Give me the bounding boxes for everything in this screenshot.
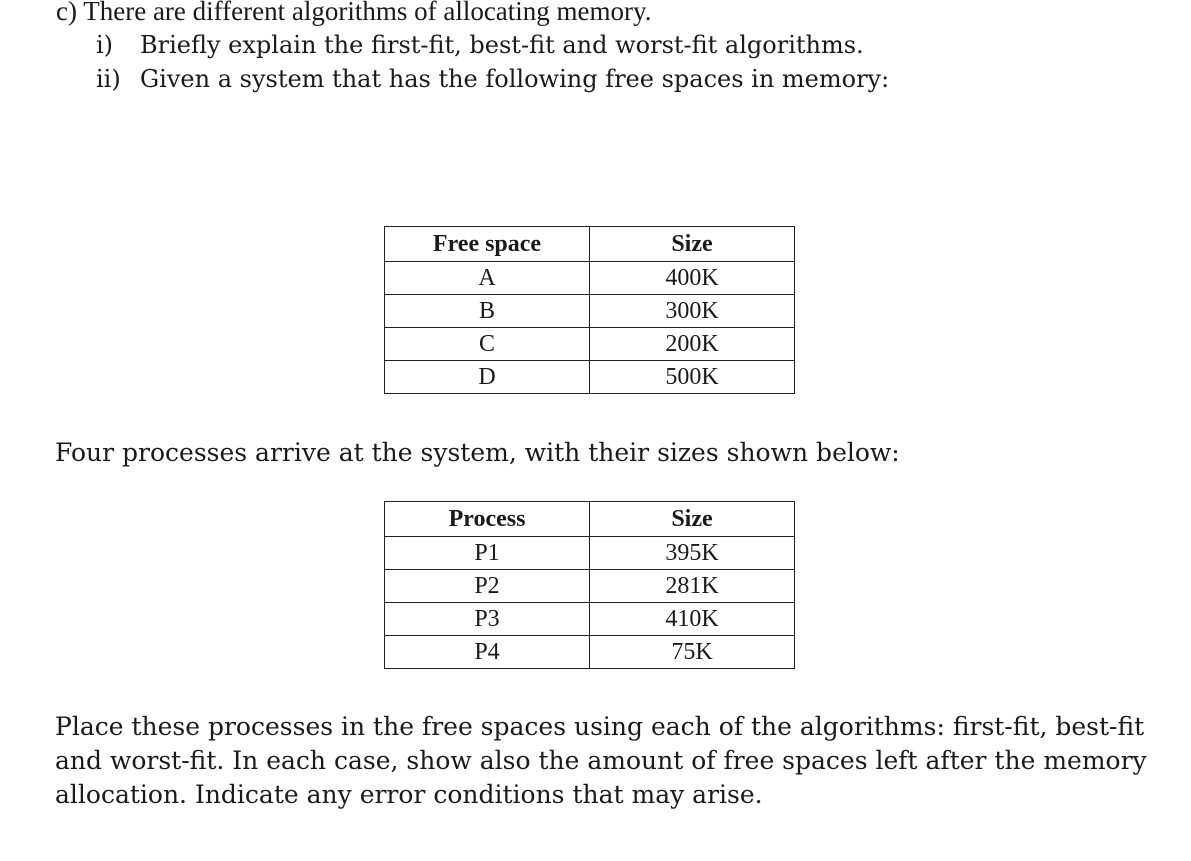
table-row	[385, 328, 795, 361]
subitem-number: ii)	[96, 65, 121, 93]
table-row	[385, 603, 795, 636]
instructions-line-3: allocation. Indicate any error conditions that may arise.	[55, 780, 763, 809]
free-space-size: 200K	[590, 328, 795, 361]
instructions-line-1: Place these processes in the free spaces using each of the algorithms: first-fit, best-fit	[55, 712, 1145, 741]
table-header-row	[385, 227, 795, 262]
subitem-text: Given a system that has the following free spaces in memory:	[140, 65, 890, 93]
free-space-name: C	[385, 328, 590, 361]
table-row	[385, 570, 795, 603]
free-space-size: 300K	[590, 295, 795, 328]
header-cell-free-space: Free space	[385, 227, 590, 262]
subitem-ii	[0, 64, 1191, 94]
subitem-i	[0, 30, 1191, 60]
table-row	[385, 537, 795, 570]
table-header-row	[385, 502, 795, 537]
process-size: 395K	[590, 537, 795, 570]
free-space-size: 500K	[590, 361, 795, 394]
process-name: P1	[385, 537, 590, 570]
question-header: c) There are different algorithms of allocating memory.	[56, 0, 652, 26]
free-space-size: 400K	[590, 262, 795, 295]
header-cell-size: Size	[590, 502, 795, 537]
free-space-name: A	[385, 262, 590, 295]
free-space-name: B	[385, 295, 590, 328]
subitem-text: Briefly explain the first-fit, best-fit and worst-fit algorithms.	[140, 31, 864, 59]
table-row	[385, 361, 795, 394]
processes-intro: Four processes arrive at the system, with their sizes shown below:	[55, 438, 900, 467]
process-table	[384, 501, 795, 669]
process-name: P2	[385, 570, 590, 603]
subitem-number: i)	[96, 31, 114, 59]
table-row	[385, 295, 795, 328]
table-row	[385, 262, 795, 295]
table-row	[385, 636, 795, 669]
header-cell-size: Size	[590, 227, 795, 262]
instructions-line-2: and worst-fit. In each case, show also the amount of free spaces left after the memory	[55, 746, 1147, 775]
header-cell-process: Process	[385, 502, 590, 537]
free-space-table	[384, 226, 795, 394]
process-name: P3	[385, 603, 590, 636]
process-name: P4	[385, 636, 590, 669]
process-size: 281K	[590, 570, 795, 603]
process-size: 410K	[590, 603, 795, 636]
process-size: 75K	[590, 636, 795, 669]
free-space-name: D	[385, 361, 590, 394]
